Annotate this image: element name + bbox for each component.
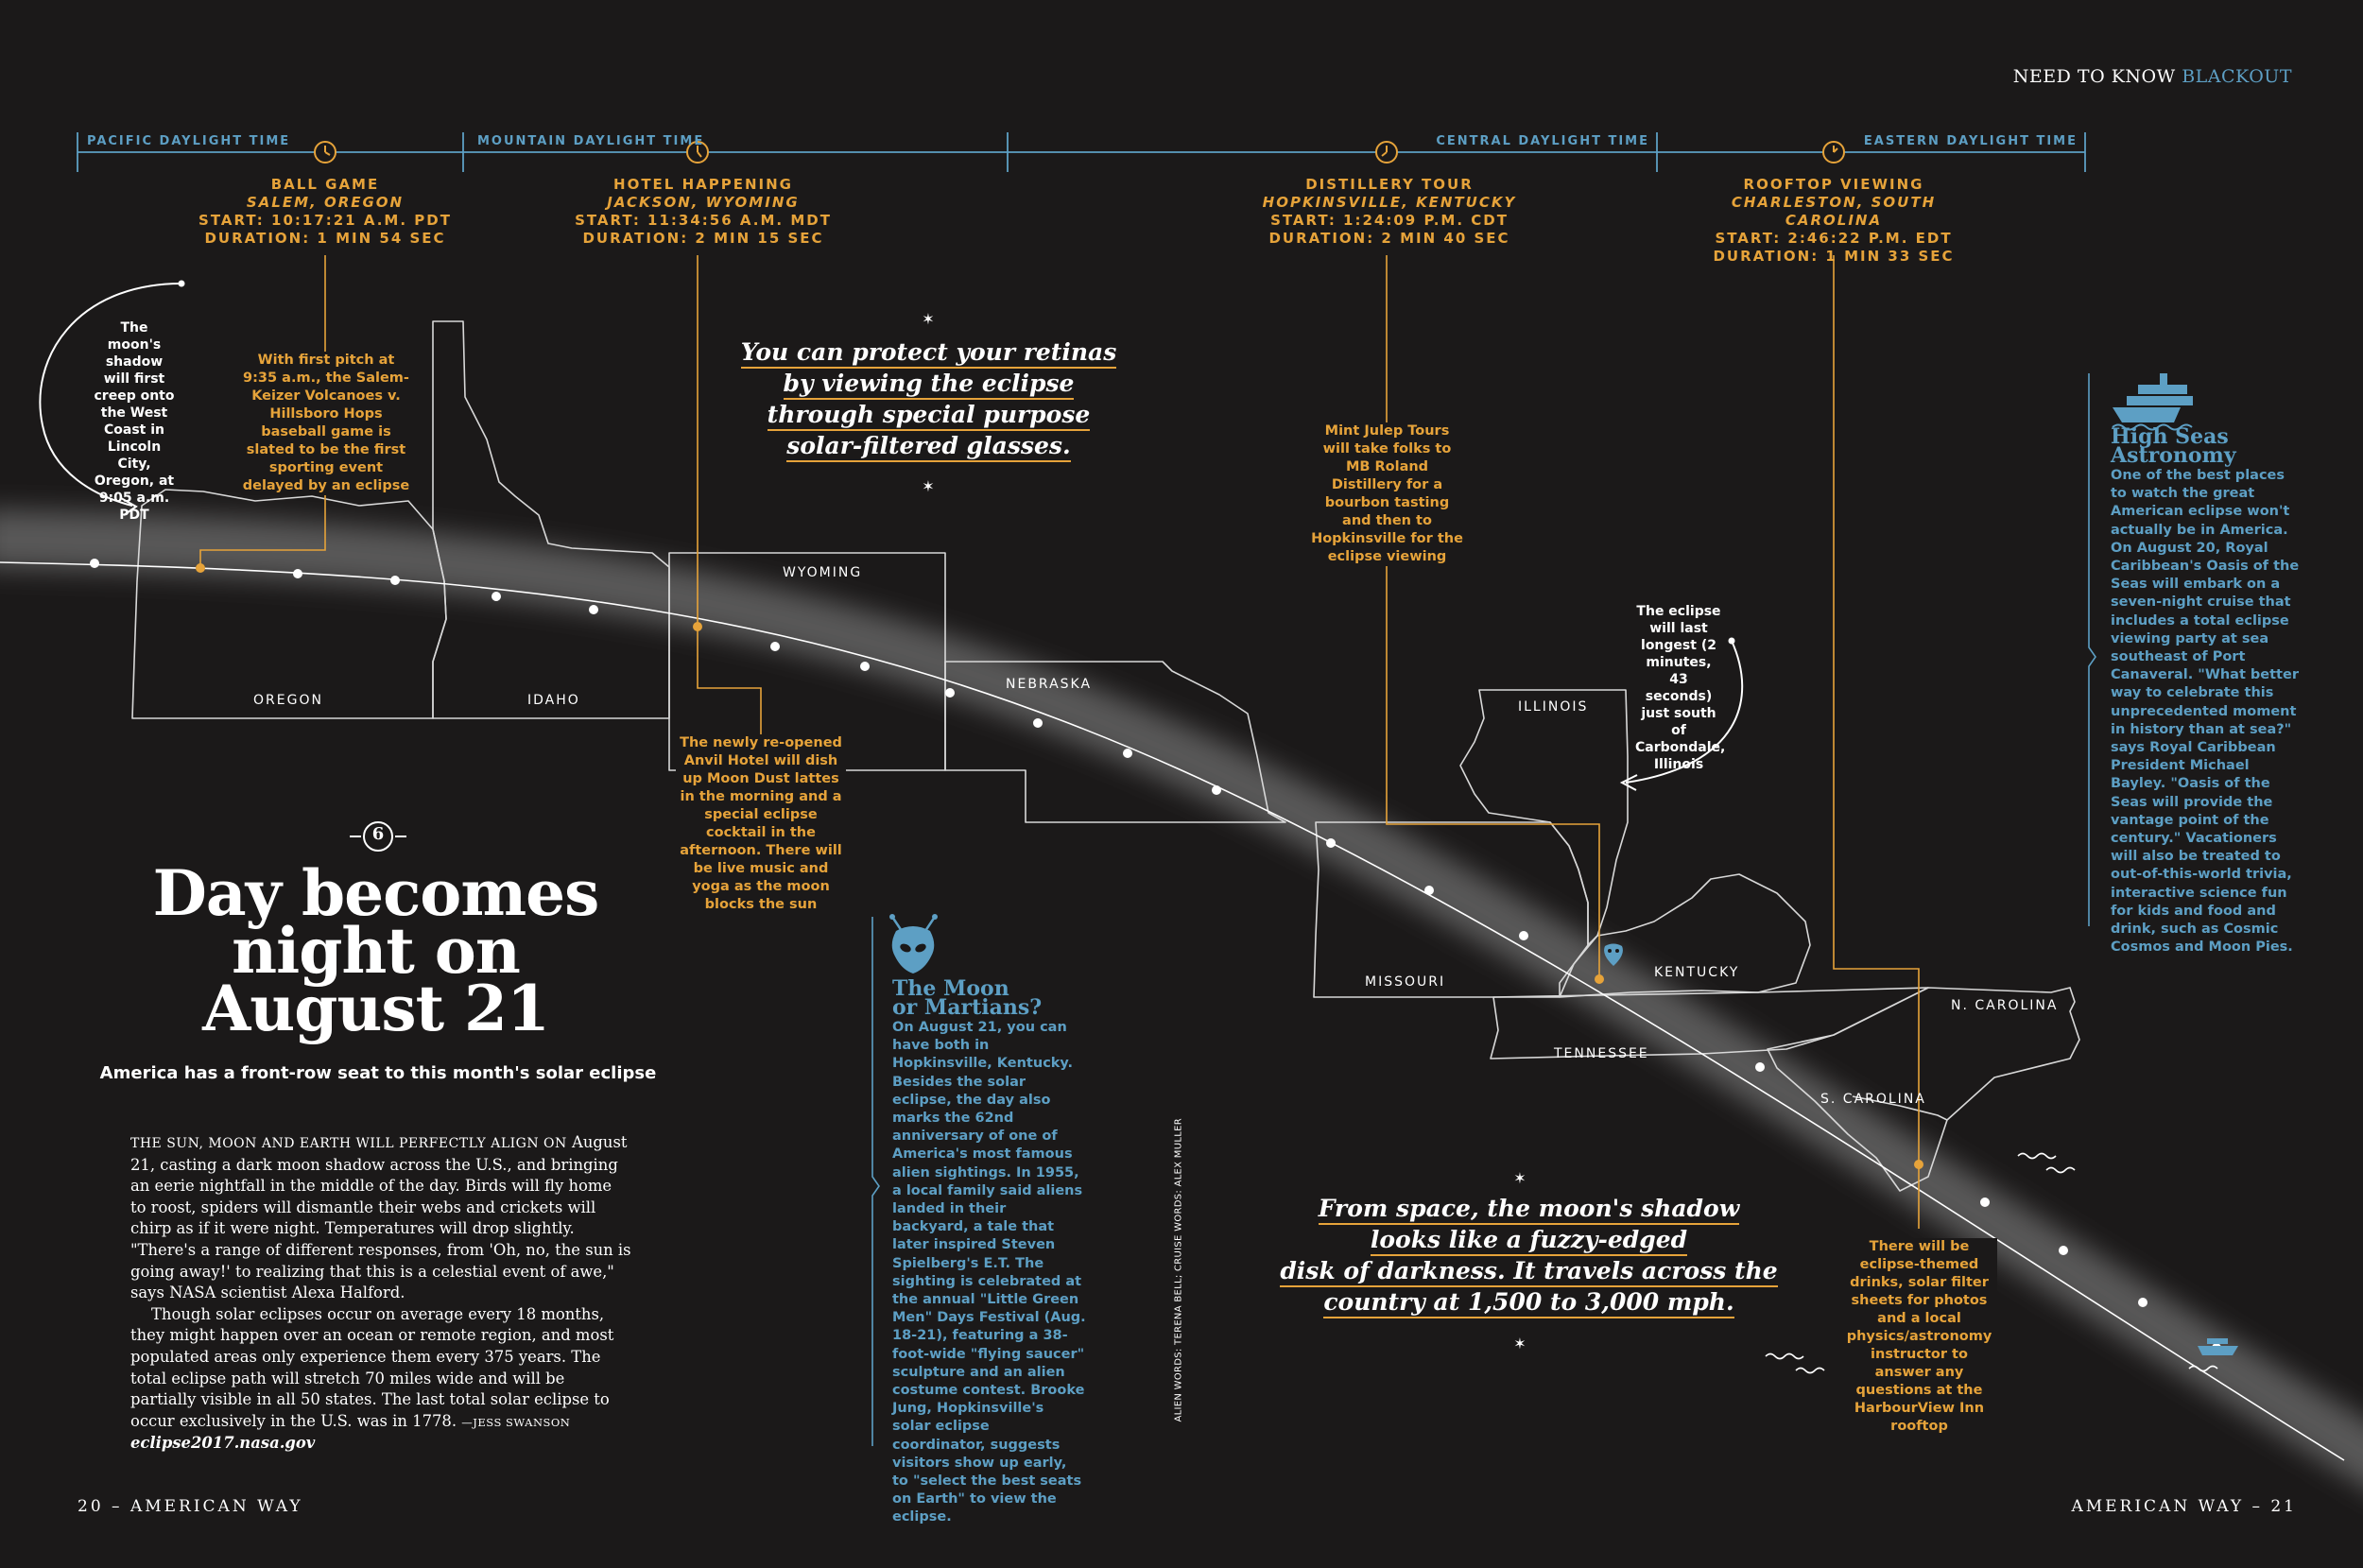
wave-3	[1766, 1354, 1803, 1359]
event-rooftop	[1682, 176, 1985, 266]
sidebar-title	[2111, 424, 2300, 468]
event-title: HOTEL HAPPENING	[613, 176, 793, 193]
state-label-kentucky: KENTUCKY	[1654, 965, 1740, 980]
note-ball-game: With first pitch at 9:35 a.m., the Salem-Keizer Volcanoes v. Hillsboro Hops baseball game is slated to be the first sporting event delayed by an eclipse	[242, 353, 410, 493]
tz-mountain: MOUNTAIN DAYLIGHT TIME	[477, 134, 705, 148]
feature-body	[130, 1132, 631, 1455]
sidebar-body: One of the best places to watch the great American eclipse won't actually be in America. On August 20, Royal Caribbean's Oasis of the Seas will embark on a seven-night cruise that includes a total eclipse viewing party at sea southeast of Port Canaveral. "What better way to celebrate this unprecedented moment in history than at sea?" says Royal Caribbean President Michael Bayley. "Oasis of the Seas will provide the vantage point of the century." Vacationers will also be treated to out-of-this-world trivia, interactive science fun for kids and food and drink, such as Cosmic Cosmos and Moon Pies.	[2111, 468, 2300, 956]
cruise-ship-icon	[2113, 373, 2193, 430]
sidebar-title-line: or Martians?	[892, 995, 1043, 1020]
headline-line: August 21	[202, 972, 549, 1045]
event-location: HOPKINSVILLE, KENTUCKY	[1262, 194, 1517, 211]
note-rooftop: There will be eclipse-themed drinks, solar filter sheets for photos and a local physics/astronomy instructor to answer any questions at the HarbourView Inn rooftop	[1841, 1238, 1997, 1436]
header-kicker: NEED TO KNOW	[2012, 66, 2176, 87]
sidebar-title	[892, 976, 1086, 1020]
event-location: SALEM, OREGON	[246, 194, 405, 211]
feature-dek: America has a front-row seat to this month's solar eclipse	[99, 1063, 657, 1083]
note-longest: The eclipse will last longest (2 minutes, 43 seconds) just south of Carbondale, Illinois	[1635, 604, 1726, 772]
folio-left: 20 – AMERICAN WAY	[78, 1497, 303, 1516]
sidebar-title-line: High Seas	[2111, 424, 2229, 449]
tz-pacific: PACIFIC DAYLIGHT TIME	[87, 134, 291, 148]
note-hotel: The newly re-opened Anvil Hotel will dish up Moon Dust lattes in the morning and a special eclipse cocktail in the afternoon. There will be live music and yoga as the moon blocks the sun	[676, 734, 846, 914]
event-title: ROOFTOP VIEWING	[1743, 176, 1924, 193]
state-label-ncarolina: N. CAROLINA	[1951, 998, 2059, 1013]
pull-quote-retina	[662, 336, 1196, 461]
event-location: CHARLESTON, SOUTH CAROLINA	[1731, 194, 1937, 229]
state-label-idaho: IDAHO	[527, 693, 580, 708]
sidebar-body: On August 21, you can have both in Hopkinsville, Kentucky. Besides the solar eclipse, the day also marks the 62nd anniversary of one of America's most famous alien sightings. In 1955, a local family said aliens landed in their backyard, a tale that later inspired Steven Spielberg's E.T. The sighting is celebrated at the annual "Little Green Men" Days Festival (Aug. 18-21), featuring a 38-foot-wide "flying saucer" sculpture and an alien costume contest. Brooke Jung, Hopkinsville's solar eclipse coordinator, suggests visitors show up early, to "select the best seats on Earth" to view the eclipse.	[892, 1020, 1086, 1525]
header-section: BLACKOUT	[2182, 66, 2292, 87]
event-title: DISTILLERY TOUR	[1305, 176, 1474, 193]
quote-line: country at 1,500 to 3,000 mph.	[1323, 1288, 1733, 1318]
leader-hotel	[698, 255, 761, 737]
event-title: BALL GAME	[270, 176, 380, 193]
quote-line: disk of darkness. It travels across the	[1280, 1257, 1777, 1287]
sidebar-high-seas	[2111, 424, 2300, 956]
star-icon: ✶	[922, 477, 935, 495]
lead-in: THE SUN, MOON AND EARTH WILL PERFECTLY ALIGN ON	[130, 1136, 567, 1151]
note-distillery: Mint Julep Tours will take folks to MB Roland Distillery for a bourbon tasting and then to Hopkinsville for the eclipse viewing	[1309, 422, 1465, 566]
tz-central: CENTRAL DAYLIGHT TIME	[1436, 134, 1649, 148]
star-icon: ✶	[1513, 1335, 1526, 1353]
star-icon: ✶	[922, 310, 935, 328]
event-start: START: 11:34:56 A.M. MDT	[575, 212, 832, 229]
event-distillery	[1238, 176, 1541, 248]
state-label-scarolina: S. CAROLINA	[1820, 1092, 1926, 1107]
event-ball-game	[174, 176, 476, 248]
photo-credits: ALIEN WORDS: TERENA BELL; CRUISE WORDS: ALEX MULLER	[1173, 1118, 1184, 1422]
state-label-illinois: ILLINOIS	[1518, 699, 1589, 715]
state-label-oregon: OREGON	[253, 693, 323, 708]
outline-idaho	[433, 321, 669, 718]
quote-line: through special purpose	[768, 401, 1091, 431]
bracket-high-seas	[2089, 373, 2096, 926]
state-label-missouri: MISSOURI	[1365, 974, 1446, 990]
sidebar-title-line: The Moon	[892, 976, 1009, 1001]
event-start: START: 1:24:09 P.M. CDT	[1270, 212, 1509, 229]
feature-headline	[85, 856, 666, 1045]
state-label-wyoming: WYOMING	[783, 565, 863, 580]
quote-line: by viewing the eclipse	[784, 370, 1075, 400]
feature-link[interactable]: eclipse2017.nasa.gov	[130, 1434, 316, 1453]
sidebar-title-line: Astronomy	[2111, 443, 2236, 468]
leader-rooftop	[1834, 255, 1919, 1229]
quote-line: solar-filtered glasses.	[786, 432, 1070, 462]
pull-quote-space	[1248, 1193, 1810, 1318]
event-start: START: 2:46:22 P.M. EDT	[1715, 230, 1953, 247]
body-paragraph: Though solar eclipses occur on average every 18 months, they might happen over an ocean or remote region, and most populated areas only experience them every 375 years. The total eclipse path will stretch 70 miles wide and will be partially visible in all 50 states. The last total solar eclipse to occur exclusively in the U.S. was in 1778.	[130, 1304, 614, 1430]
quote-line: You can protect your retinas	[741, 338, 1117, 369]
star-icon: ✶	[1513, 1169, 1526, 1187]
wave-1	[2018, 1154, 2056, 1159]
event-location: JACKSON, WYOMING	[607, 194, 800, 211]
byline: —JESS SWANSON	[461, 1415, 571, 1429]
event-duration: DURATION: 1 MIN 33 SEC	[1713, 248, 1955, 265]
quote-line: looks like a fuzzy-edged	[1371, 1226, 1687, 1256]
event-duration: DURATION: 1 MIN 54 SEC	[204, 230, 446, 247]
state-label-tennessee: TENNESSEE	[1554, 1046, 1649, 1061]
body-paragraph: August 21, casting a dark moon shadow across the U.S., and bringing an eerie nightfall in the middle of the day. Birds will fly home to roost, spiders will dismantle their webs and crickets will chirp as if it were night. Temperatures will drop slightly. "There's a range of different responses, from 'Oh, no, the sun is going away!' to realizing that this is a celestial event of awe," says NASA scientist Alexa Halford.	[130, 1133, 631, 1302]
event-hotel	[552, 176, 854, 248]
wave-4	[1796, 1369, 1824, 1373]
event-duration: DURATION: 2 MIN 40 SEC	[1268, 230, 1510, 247]
section-header	[2004, 66, 2292, 87]
note-west-coast: The moon's shadow will first creep onto the West Coast in Lincoln City, Oregon, at 9:05 a.m. PDT	[94, 320, 175, 523]
headline-line: Day becomes	[152, 856, 599, 930]
feature-number: 6	[371, 824, 385, 844]
tz-eastern: EASTERN DAYLIGHT TIME	[1863, 134, 2078, 148]
sidebar-martians	[892, 976, 1086, 1527]
quote-line: From space, the moon's shadow	[1319, 1195, 1739, 1225]
headline-line: night on	[232, 914, 520, 988]
bracket-martians	[872, 917, 879, 1446]
wave-2	[2046, 1168, 2075, 1173]
state-label-nebraska: NEBRASKA	[1006, 677, 1093, 692]
folio-right: AMERICAN WAY – 21	[2071, 1497, 2297, 1516]
event-duration: DURATION: 2 MIN 15 SEC	[582, 230, 824, 247]
alien-icon	[889, 914, 938, 974]
event-start: START: 10:17:21 A.M. PDT	[198, 212, 452, 229]
